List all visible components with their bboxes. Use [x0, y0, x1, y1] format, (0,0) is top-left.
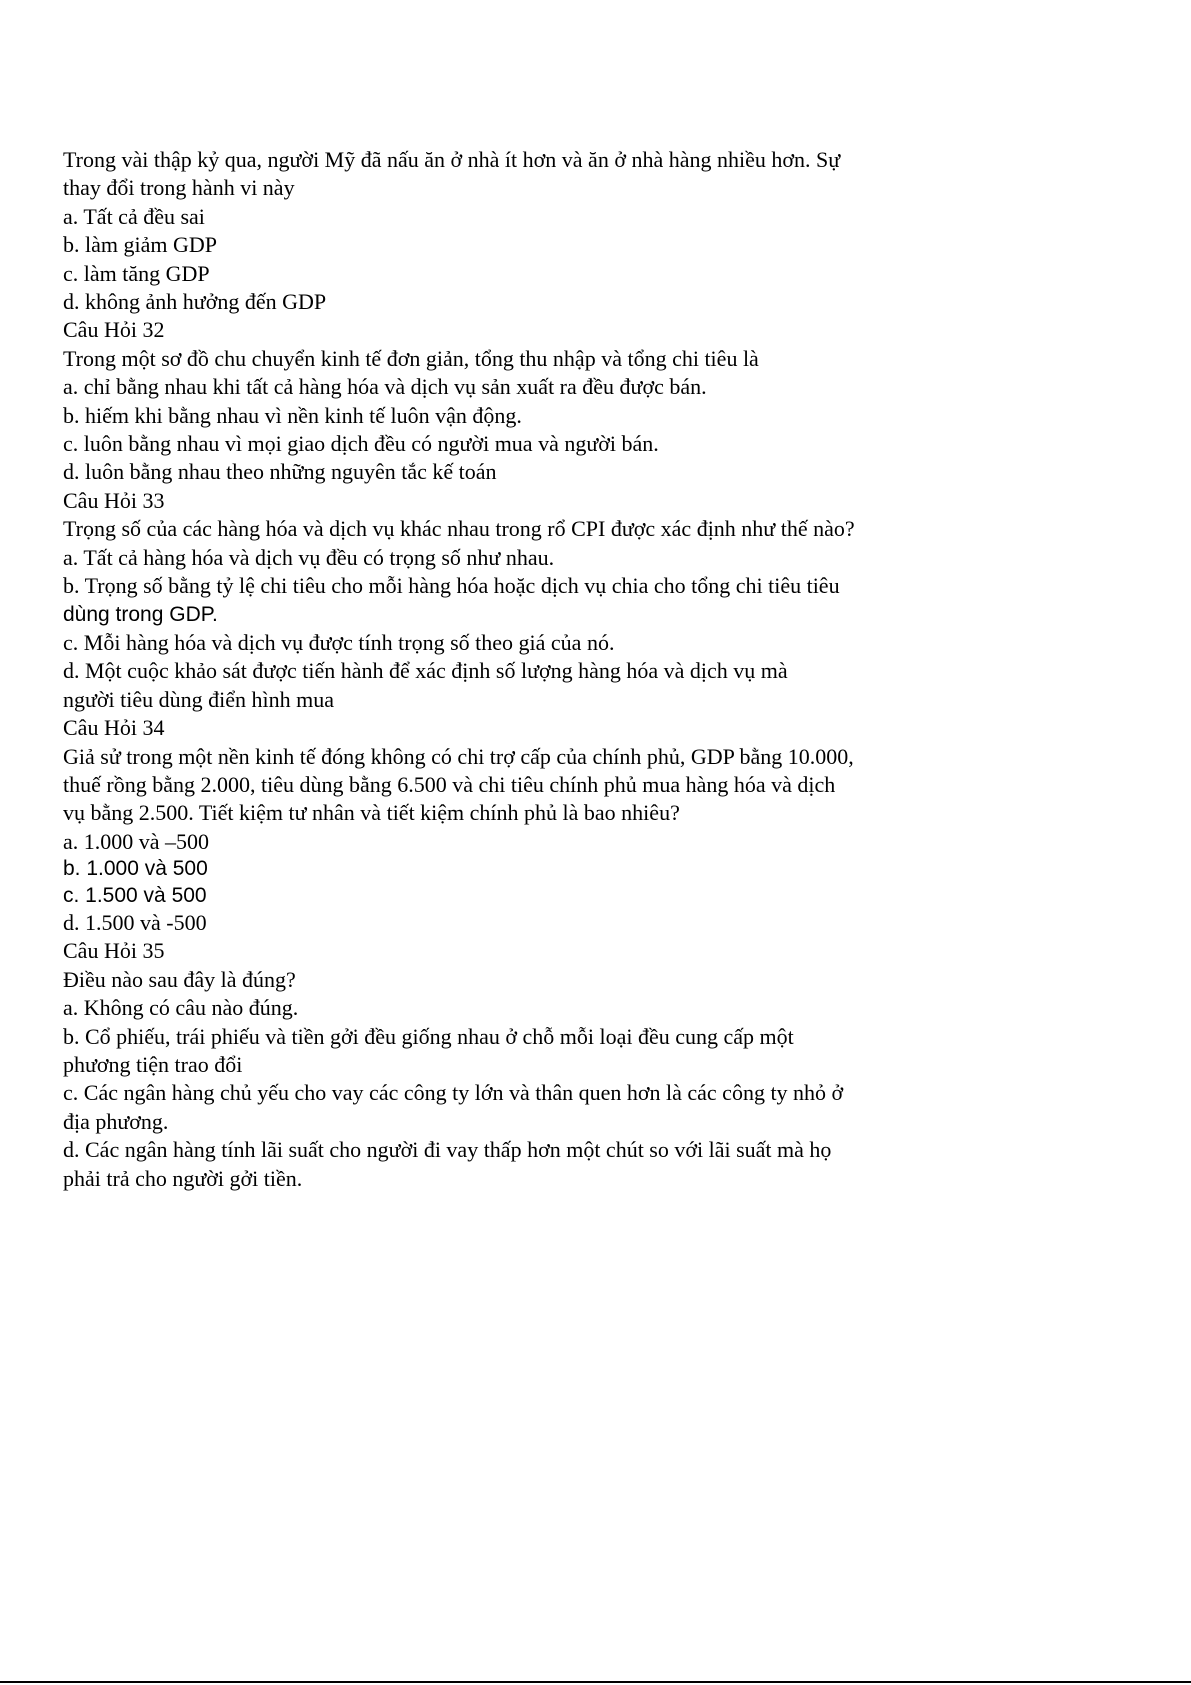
- question-34-stem-line-3: vụ bằng 2.500. Tiết kiệm tư nhân và tiết kiệm chính phủ là bao nhiêu?: [63, 800, 680, 826]
- question-35-option-a: a. Không có câu nào đúng.: [63, 995, 299, 1021]
- document-body: [63, 146, 933, 1193]
- question-31-stem-line-2: thay đổi trong hành vi này: [63, 175, 295, 201]
- question-34-option-c: c. 1.500 và 500: [63, 883, 207, 907]
- question-35-option-d-line-2: phải trả cho người gởi tiền.: [63, 1165, 303, 1191]
- question-32-option-c: c. luôn bằng nhau vì mọi giao dịch đều có người mua và người bán.: [63, 431, 659, 457]
- question-35-heading: Câu Hỏi 35: [63, 938, 165, 964]
- question-31-option-b: b. làm giảm GDP: [63, 232, 217, 258]
- question-34-stem-line-2: thuế rồng bằng 2.000, tiêu dùng bằng 6.500 và chi tiêu chính phủ mua hàng hóa và dịch: [63, 771, 836, 797]
- question-33-heading: Câu Hỏi 33: [63, 487, 165, 513]
- question-32-option-a: a. chỉ bằng nhau khi tất cả hàng hóa và dịch vụ sản xuất ra đều được bán.: [63, 374, 707, 400]
- question-33-option-b-line-2: dùng trong GDP.: [63, 602, 218, 626]
- question-34-stem-line-1: Giả sử trong một nền kinh tế đóng không có chi trợ cấp của chính phủ, GDP bằng 10.000,: [63, 743, 854, 769]
- question-32-option-b: b. hiếm khi bằng nhau vì nền kinh tế luôn vận động.: [63, 402, 522, 428]
- question-34-option-d: d. 1.500 và -500: [63, 909, 207, 935]
- question-35-option-b-line-2: phương tiện trao đổi: [63, 1052, 243, 1077]
- question-34-heading: Câu Hỏi 34: [63, 715, 165, 741]
- question-35-option-b-line-1: b. Cổ phiếu, trái phiếu và tiền gởi đều giống nhau ở chỗ mỗi loại đều cung cấp một: [63, 1023, 794, 1049]
- question-33-option-a: a. Tất cả hàng hóa và dịch vụ đều có trọng số như nhau.: [63, 544, 555, 570]
- question-31-stem-line-1: Trong vài thập kỷ qua, người Mỹ đã nấu ăn ở nhà ít hơn và ăn ở nhà hàng nhiều hơn. Sự: [63, 147, 841, 172]
- question-32-heading: Câu Hỏi 32: [63, 317, 165, 343]
- question-35-option-c-line-1: c. Các ngân hàng chủ yếu cho vay các công ty lớn và thân quen hơn là các công ty nhỏ ở: [63, 1080, 844, 1106]
- question-34-option-a: a. 1.000 và –500: [63, 828, 210, 854]
- question-31-option-c: c. làm tăng GDP: [63, 260, 210, 286]
- question-32-option-d: d. luôn bằng nhau theo những nguyên tắc kế toán: [63, 459, 497, 485]
- question-31-option-d: d. không ảnh hưởng đến GDP: [63, 289, 327, 315]
- question-31-option-a: a. Tất cả đều sai: [63, 203, 205, 229]
- question-35-stem: Điều nào sau đây là đúng?: [63, 966, 296, 992]
- footer-divider: [0, 1681, 1191, 1683]
- question-33-option-d-line-1: d. Một cuộc khảo sát được tiến hành để xác định số lượng hàng hóa và dịch vụ mà: [63, 658, 788, 684]
- question-33-option-c: c. Mỗi hàng hóa và dịch vụ được tính trọng số theo giá của nó.: [63, 629, 615, 655]
- question-34-option-b: b. 1.000 và 500: [63, 857, 208, 881]
- question-33-option-d-line-2: người tiêu dùng điển hình mua: [63, 686, 335, 712]
- question-35-option-d-line-1: d. Các ngân hàng tính lãi suất cho người đi vay thấp hơn một chút so với lãi suất mà họ: [63, 1137, 832, 1163]
- question-33-option-b-line-1: b. Trọng số bằng tỷ lệ chi tiêu cho mỗi hàng hóa hoặc dịch vụ chia cho tổng chi tiêu tiêu: [63, 573, 840, 599]
- question-33-stem: Trọng số của các hàng hóa và dịch vụ khác nhau trong rổ CPI được xác định như thế nào?: [63, 516, 855, 542]
- question-35-option-c-line-2: địa phương.: [63, 1108, 169, 1134]
- question-32-stem: Trong một sơ đồ chu chuyển kinh tế đơn giản, tổng thu nhập và tổng chi tiêu là: [63, 345, 759, 371]
